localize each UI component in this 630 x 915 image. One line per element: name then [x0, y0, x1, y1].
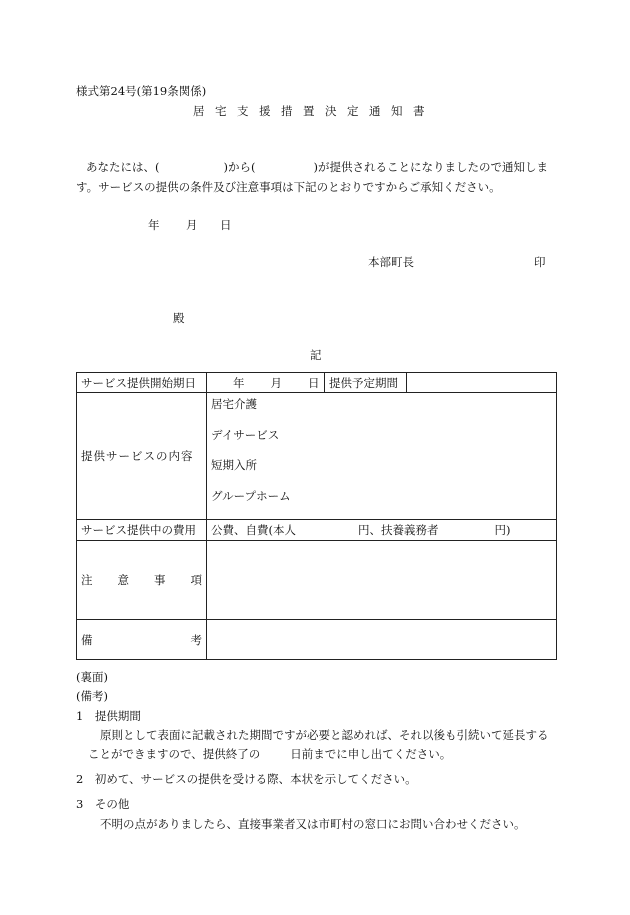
addressee-honorific: 殿: [173, 311, 185, 325]
back-item-1-line-2-b: 日前までに申し出てください。: [290, 747, 452, 761]
service-item-short-stay: 短期入所: [211, 458, 257, 473]
body-line-1-b: )から(: [223, 160, 256, 174]
remarks-label: [77, 620, 207, 660]
notes-label-char-4: 項: [190, 573, 202, 588]
start-date-label: サービス提供開始期日: [77, 373, 207, 393]
back-item-1-title: 1 提供期間: [76, 709, 141, 723]
notes-label: [77, 541, 207, 620]
back-item-3-title: 3 その他: [76, 797, 130, 811]
body-line-1-c: )が提供されることになりましたので通知しま: [313, 160, 548, 174]
remarks-label-char-2: 考: [190, 632, 202, 647]
date-year: 年: [148, 218, 160, 232]
back-side-label: (裏面): [76, 670, 108, 684]
notes-label-char-2: 意: [117, 573, 129, 588]
services-list: [207, 393, 557, 520]
cost-text-b: 円、扶養義務者: [358, 523, 439, 538]
cost-text-c: 円): [494, 523, 511, 538]
notes-label-char-3: 事: [154, 573, 166, 588]
period-label: 提供予定期間: [325, 373, 407, 393]
table-row-cost: [77, 520, 557, 541]
document-title: 居宅支援措置決定通知書: [193, 104, 435, 118]
service-item-home-care: 居宅介護: [211, 397, 257, 411]
date-day: 日: [220, 218, 232, 232]
period-value: [407, 373, 557, 393]
form-number: 様式第24号(第19条関係): [76, 84, 207, 98]
notes-value: [207, 541, 557, 620]
back-notes-heading: (備考): [76, 689, 108, 703]
table-row-notes: [77, 541, 557, 620]
back-item-1-line-2: [88, 747, 451, 762]
back-item-3-body: 不明の点がありましたら、直接事業者又は市町村の窓口にお問い合わせください。: [100, 817, 526, 831]
start-date-day: 日: [308, 375, 320, 390]
back-item-1-line-2-a: ことができますので、提供終了の: [88, 747, 261, 761]
body-line-1-a: あなたには、(: [86, 160, 160, 174]
body-line-2: す。サービスの提供の条件及び注意事項は下記のとおりですからご承知ください。: [76, 180, 501, 194]
date-month: 月: [186, 218, 198, 232]
table-row-services: [77, 393, 557, 520]
cost-label: サービス提供中の費用: [77, 520, 207, 541]
service-item-day-service: デイサービス: [211, 427, 280, 442]
start-date-year: 年: [233, 375, 245, 390]
service-item-group-home: グループホーム: [211, 488, 291, 503]
cost-text-a: 公費、自費(本人: [211, 523, 296, 538]
cost-value: [207, 520, 557, 541]
back-item-2: 2 初めて、サービスの提供を受ける際、本状を示してください。: [76, 772, 417, 786]
start-date-month: 月: [270, 375, 282, 390]
ki-heading: 記: [310, 348, 322, 362]
body-line-1: [86, 160, 548, 175]
issuer-seal: 印: [534, 255, 546, 269]
remarks-value: [207, 620, 557, 660]
start-date-value: [207, 373, 325, 393]
issuer-name: 本部町長: [368, 255, 414, 269]
notes-label-char-1: 注: [81, 573, 93, 588]
back-item-1-line-1: 原則として表面に記載された期間ですが必要と認めれば、それ以後も引続いて延長する: [100, 728, 549, 742]
table-row-remarks: [77, 620, 557, 660]
remarks-label-char-1: 備: [81, 632, 93, 647]
table-row-start-date: [77, 373, 557, 393]
decision-table: [76, 372, 557, 660]
services-label: 提供サービスの内容: [77, 393, 207, 520]
